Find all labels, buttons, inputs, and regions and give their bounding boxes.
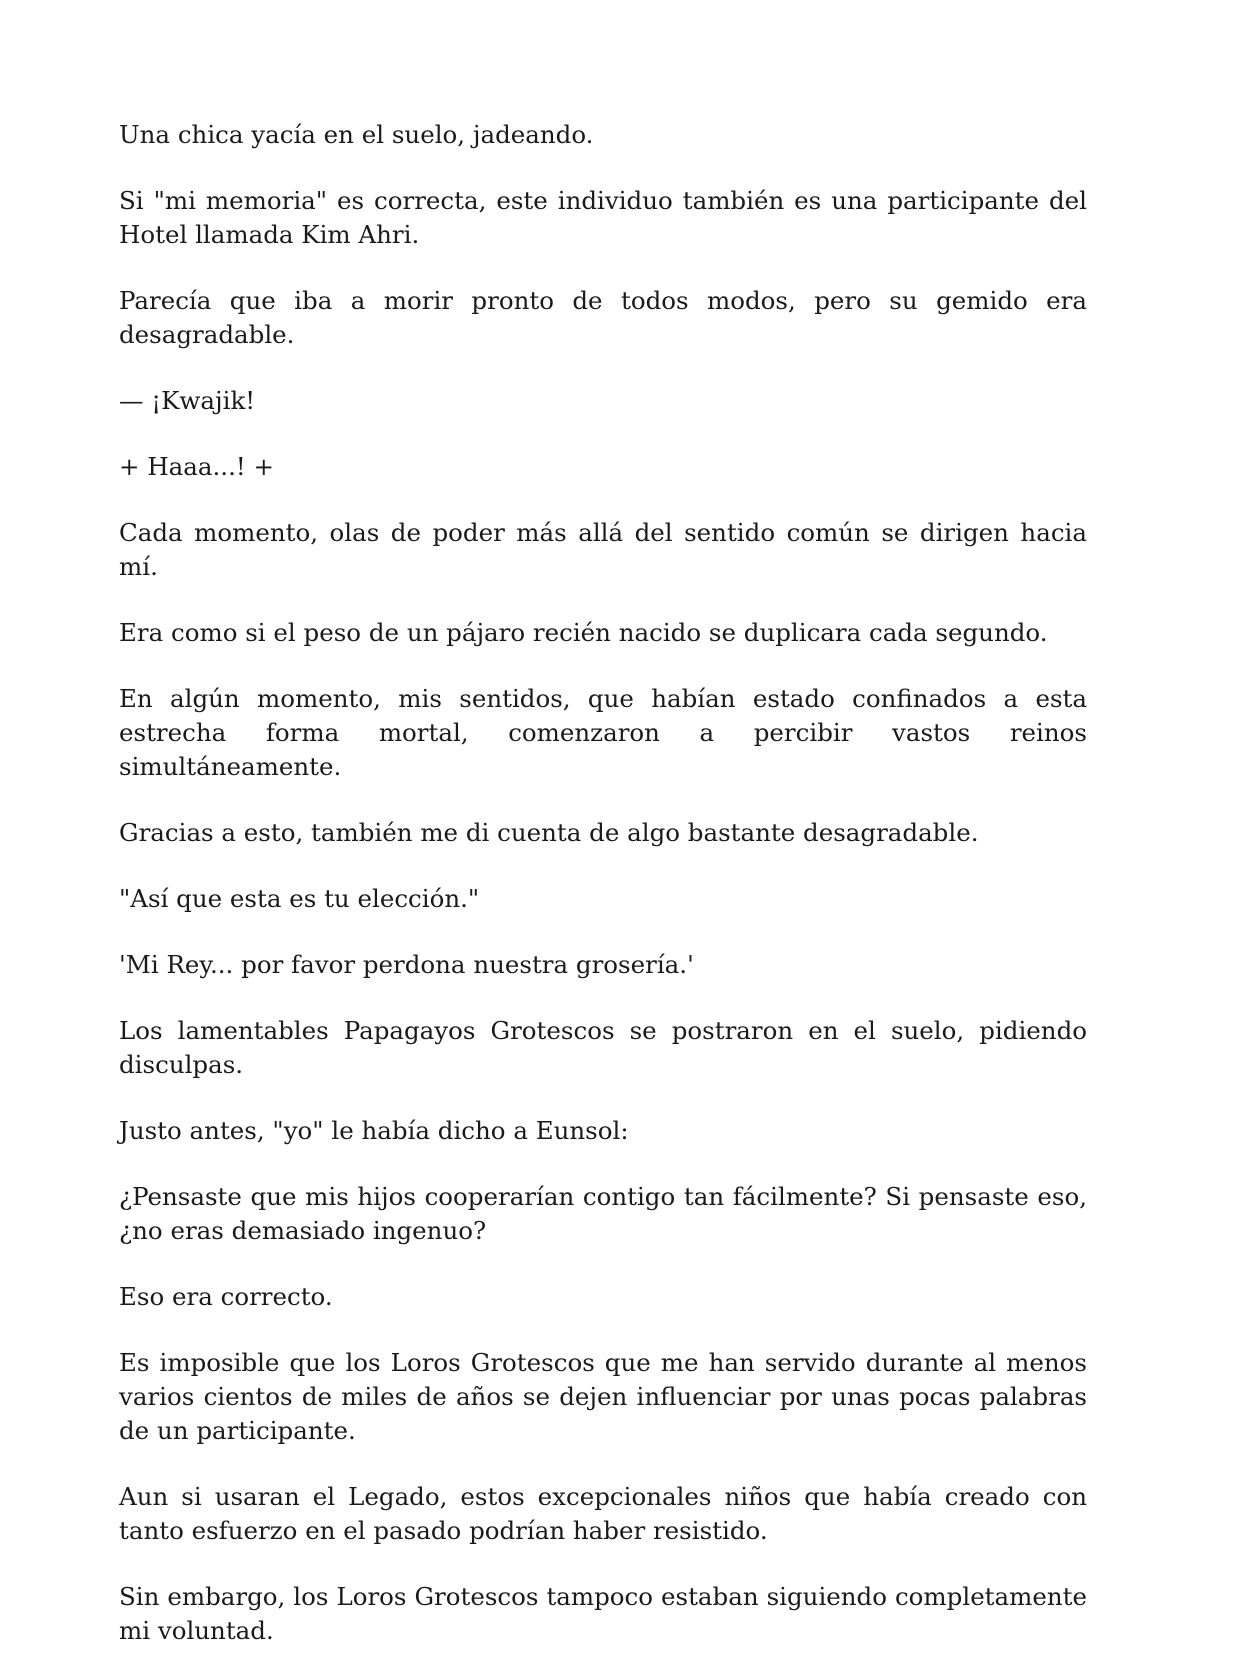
paragraph: Eso era correcto. [119,1282,333,1311]
paragraph: "Así que esta es tu elección." [119,884,480,913]
paragraph: Aun si usaran el Legado, estos excepcionales niños que había creado con tanto esfuerzo en el pasado podrían haber resistido. [119,1482,1087,1545]
paragraph: + Haaa...! + [119,452,275,481]
paragraph: 'Mi Rey... por favor perdona nuestra grosería.' [119,950,694,979]
paragraph: En algún momento, mis sentidos, que habían estado confinados a esta estrecha forma mortal, comenzaron a percibir vastos reinos simultáneamente. [119,684,1087,781]
paragraph: Si "mi memoria" es correcta, este individuo también es una participante del Hotel llamada Kim Ahri. [119,186,1087,249]
paragraph: Parecía que iba a morir pronto de todos modos, pero su gemido era desagradable. [119,286,1087,349]
paragraph: Es imposible que los Loros Grotescos que me han servido durante al menos varios cientos de miles de años se dejen influenciar por unas pocas palabras de un participante. [119,1348,1087,1445]
paragraph: Cada momento, olas de poder más allá del sentido común se dirigen hacia mí. [119,518,1087,581]
paragraph: ¿Pensaste que mis hijos cooperarían contigo tan fácilmente? Si pensaste eso, ¿no eras demasiado ingenuo? [119,1182,1087,1245]
paragraph: Sin embargo, los Loros Grotescos tampoco estaban siguiendo completamente mi voluntad. [119,1582,1087,1645]
paragraph: Los lamentables Papagayos Grotescos se postraron en el suelo, pidiendo disculpas. [119,1016,1087,1079]
body-text [119,118,1087,1680]
paragraph: — ¡Kwajik! [119,386,256,415]
paragraph: Una chica yacía en el suelo, jadeando. [119,120,594,149]
paragraph: Era como si el peso de un pájaro recién nacido se duplicara cada segundo. [119,618,1048,647]
paragraph: Justo antes, "yo" le había dicho a Eunsol: [119,1116,629,1145]
paragraph: Gracias a esto, también me di cuenta de algo bastante desagradable. [119,818,979,847]
